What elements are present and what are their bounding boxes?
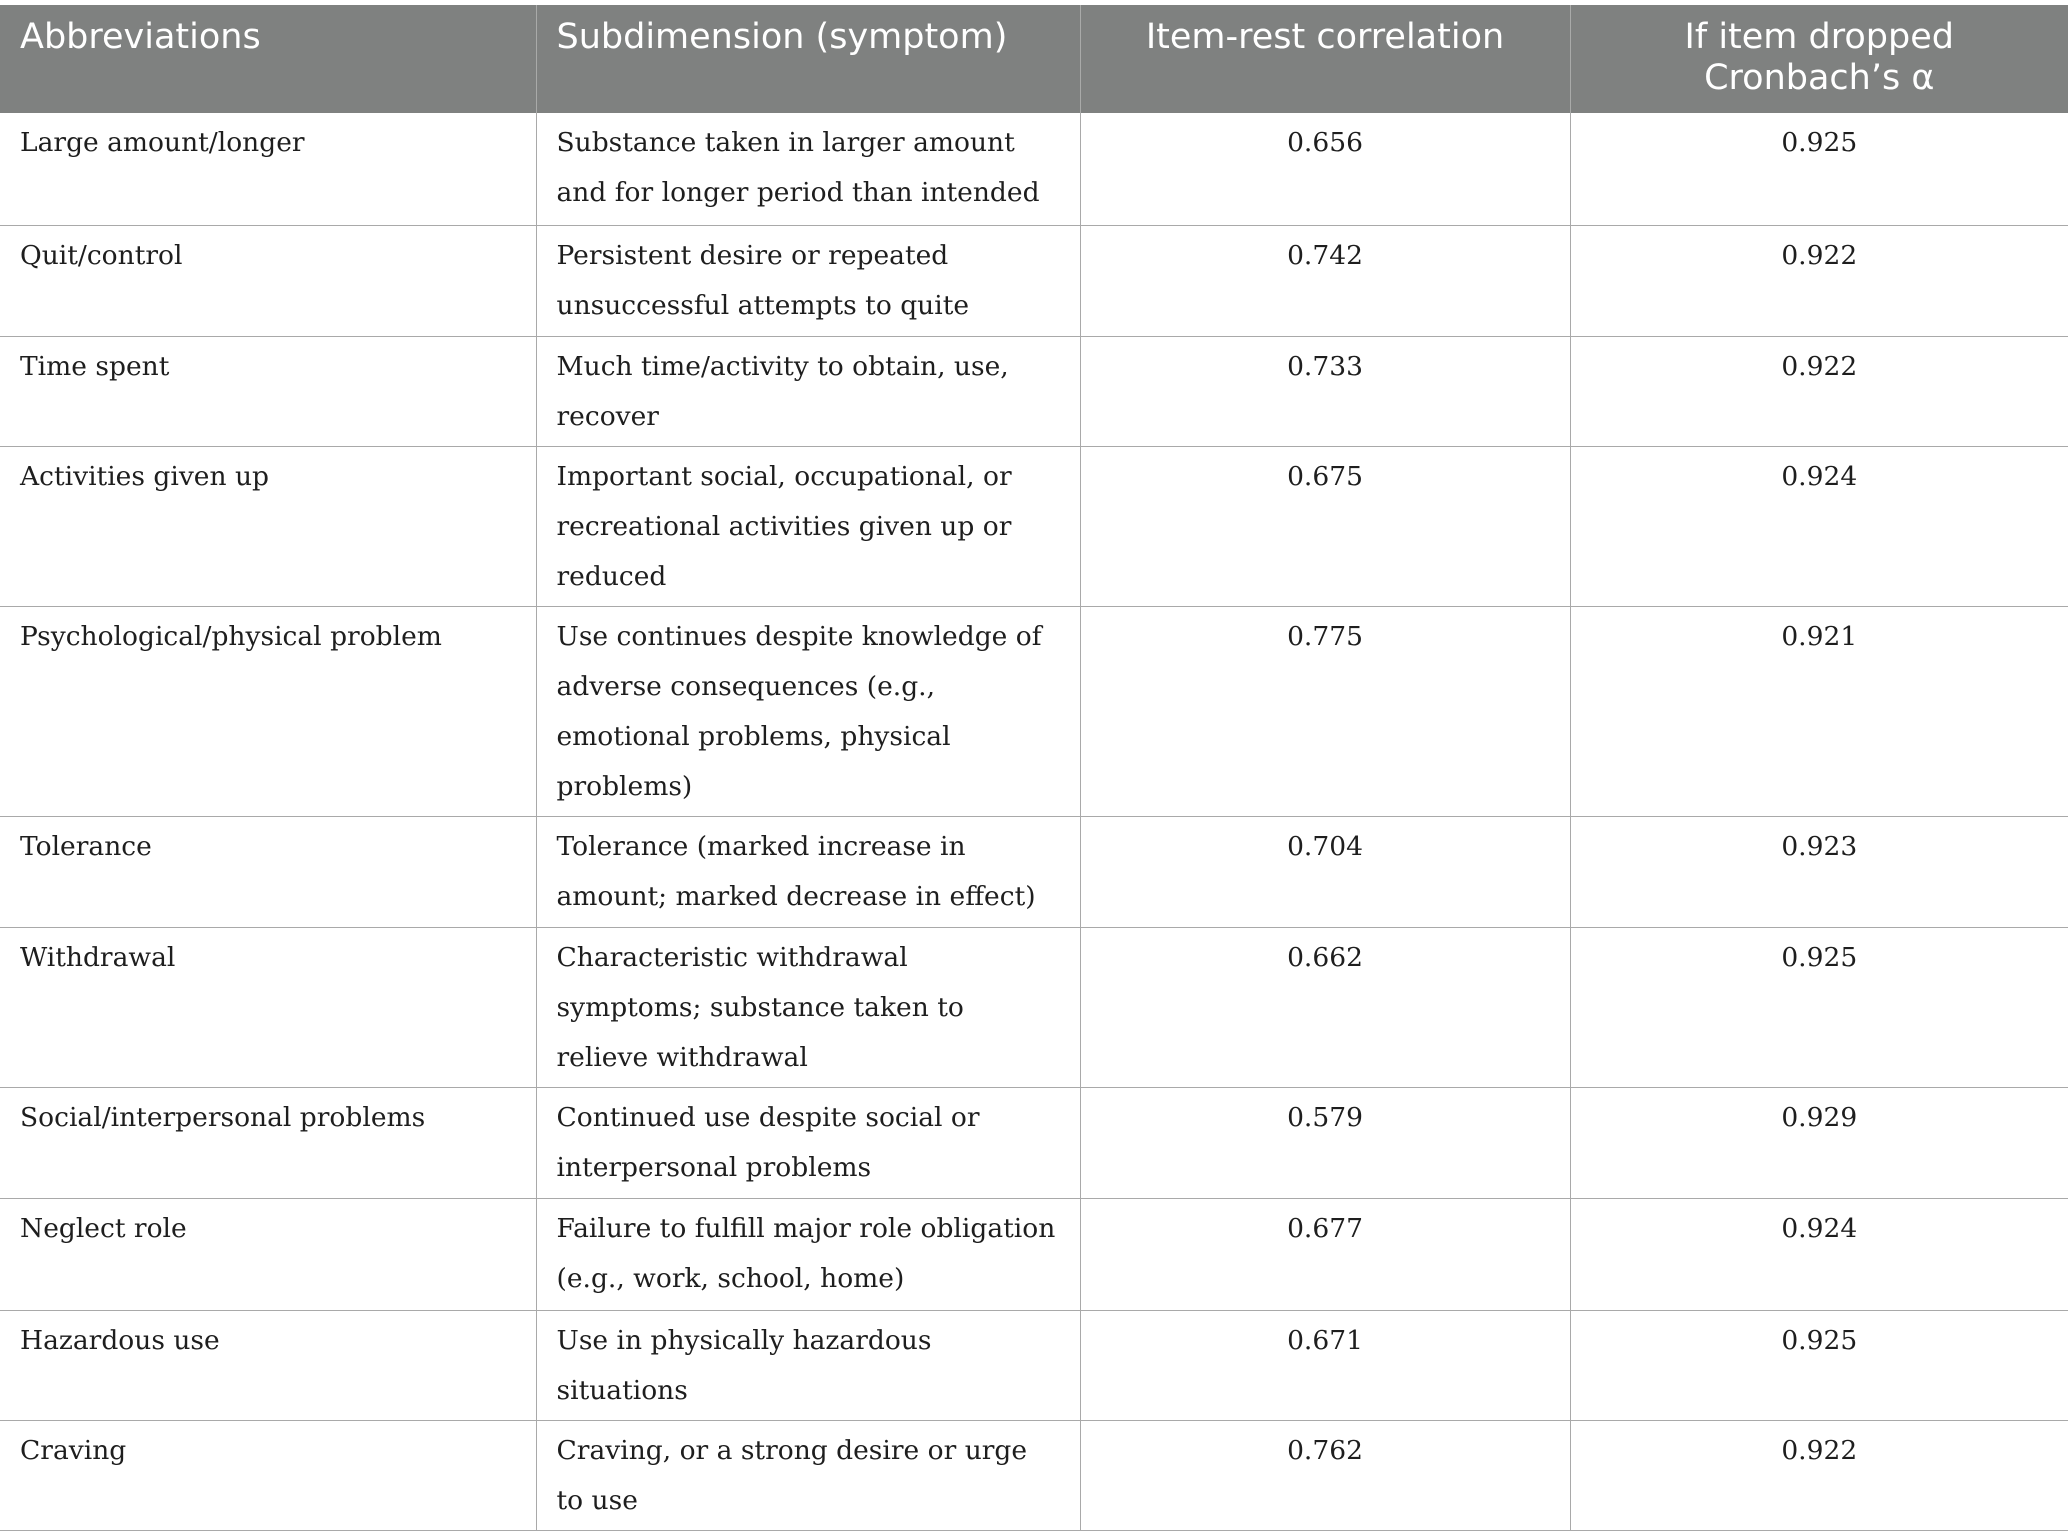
cell-alpha: 0.921 (1570, 606, 2068, 816)
cell-alpha: 0.924 (1570, 1198, 2068, 1310)
cell-abbreviation: Time spent (0, 336, 536, 446)
cell-alpha: 0.923 (1570, 816, 2068, 927)
cell-correlation: 0.733 (1080, 336, 1570, 446)
cell-correlation: 0.675 (1080, 446, 1570, 606)
cell-correlation: 0.762 (1080, 1420, 1570, 1530)
table-body (0, 113, 2068, 1530)
table-row (0, 927, 2068, 1087)
table-header (0, 5, 2068, 113)
cell-correlation: 0.656 (1080, 113, 1570, 225)
table-row (0, 336, 2068, 446)
cell-abbreviation: Large amount/longer (0, 113, 536, 225)
cell-alpha: 0.929 (1570, 1087, 2068, 1198)
cell-abbreviation: Quit/control (0, 225, 536, 336)
cell-alpha: 0.922 (1570, 1420, 2068, 1530)
cell-abbreviation: Psychological/physical problem (0, 606, 536, 816)
header-subdimension: Subdimension (symptom) (536, 5, 1080, 113)
cell-correlation: 0.742 (1080, 225, 1570, 336)
table-row (0, 225, 2068, 336)
cell-correlation: 0.579 (1080, 1087, 1570, 1198)
header-item-rest-correlation: Item-rest correlation (1080, 5, 1570, 113)
cell-abbreviation: Tolerance (0, 816, 536, 927)
cell-correlation: 0.677 (1080, 1198, 1570, 1310)
cell-alpha: 0.925 (1570, 1310, 2068, 1420)
table-row (0, 1198, 2068, 1310)
cell-alpha: 0.922 (1570, 336, 2068, 446)
cell-alpha: 0.925 (1570, 927, 2068, 1087)
header-row (0, 5, 2068, 113)
cell-abbreviation: Activities given up (0, 446, 536, 606)
cell-abbreviation: Neglect role (0, 1198, 536, 1310)
data-table (0, 5, 2068, 1531)
header-cronbach-alpha: If item dropped Cronbach’s α (1570, 5, 2068, 113)
cell-abbreviation: Hazardous use (0, 1310, 536, 1420)
table-row (0, 1087, 2068, 1198)
table-row (0, 446, 2068, 606)
table-row (0, 1310, 2068, 1420)
cell-symptom: Persistent desire or repeated unsuccessful attempts to quite (536, 225, 1080, 336)
table-row (0, 816, 2068, 927)
cell-correlation: 0.704 (1080, 816, 1570, 927)
cell-alpha: 0.925 (1570, 113, 2068, 225)
header-abbreviations: Abbreviations (0, 5, 536, 113)
cell-symptom: Substance taken in larger amount and for longer period than intended (536, 113, 1080, 225)
cell-abbreviation: Social/interpersonal problems (0, 1087, 536, 1198)
table-row (0, 1420, 2068, 1530)
cell-symptom: Continued use despite social or interpersonal problems (536, 1087, 1080, 1198)
cell-correlation: 0.662 (1080, 927, 1570, 1087)
cell-symptom: Craving, or a strong desire or urge to use (536, 1420, 1080, 1530)
cell-symptom: Important social, occupational, or recreational activities given up or reduced (536, 446, 1080, 606)
cell-symptom: Use continues despite knowledge of adverse consequences (e.g., emotional problems, physical problems) (536, 606, 1080, 816)
table-row (0, 113, 2068, 225)
cell-symptom: Tolerance (marked increase in amount; marked decrease in effect) (536, 816, 1080, 927)
table-row (0, 606, 2068, 816)
cell-correlation: 0.775 (1080, 606, 1570, 816)
cell-symptom: Use in physically hazardous situations (536, 1310, 1080, 1420)
cell-symptom: Characteristic withdrawal symptoms; substance taken to relieve withdrawal (536, 927, 1080, 1087)
cell-alpha: 0.924 (1570, 446, 2068, 606)
cell-symptom: Much time/activity to obtain, use, recover (536, 336, 1080, 446)
cell-abbreviation: Craving (0, 1420, 536, 1530)
cell-abbreviation: Withdrawal (0, 927, 536, 1087)
cell-alpha: 0.922 (1570, 225, 2068, 336)
cell-correlation: 0.671 (1080, 1310, 1570, 1420)
cell-symptom: Failure to fulfill major role obligation (e.g., work, school, home) (536, 1198, 1080, 1310)
data-table-container (0, 5, 2068, 1531)
